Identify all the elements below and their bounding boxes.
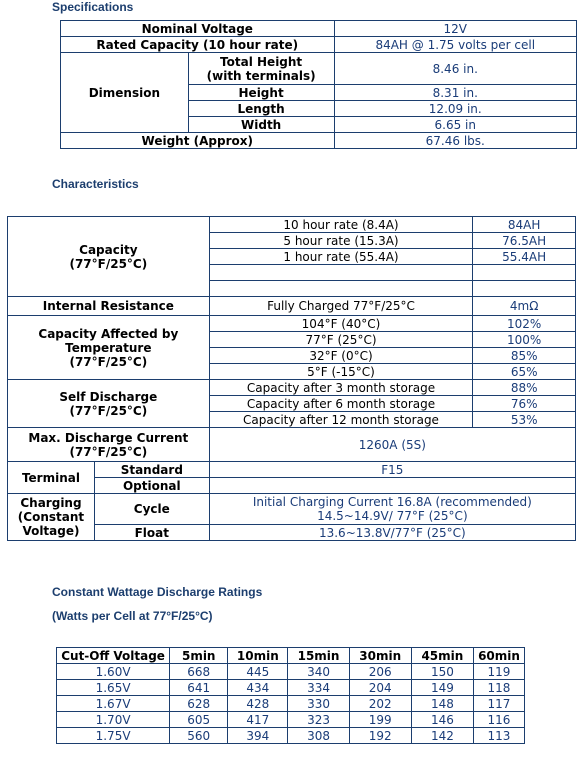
rated-capacity-label: Rated Capacity (10 hour rate) [61, 37, 335, 53]
temperature-label [8, 316, 210, 380]
width-value: 6.65 in [334, 117, 576, 133]
table-cell: 428 [228, 696, 288, 712]
table-cell: 308 [288, 728, 349, 744]
table-cell: 117 [473, 696, 524, 712]
weight-value: 67.46 lbs. [334, 133, 576, 149]
charging-float-label: Float [94, 525, 209, 541]
max-discharge-value: 1260A (5S) [209, 428, 575, 462]
table-cell: 394 [228, 728, 288, 744]
nominal-voltage-label: Nominal Voltage [61, 21, 335, 37]
total-height-label [188, 53, 334, 85]
table-row [57, 664, 525, 680]
column-header: 15min [288, 648, 349, 664]
empty-cell [473, 265, 576, 281]
charging-label [8, 494, 95, 541]
capacity-condition: 1 hour rate (55.4A) [209, 249, 473, 265]
table-row [57, 680, 525, 696]
table-cell: 417 [228, 712, 288, 728]
table-row [61, 53, 577, 85]
table-cell: 560 [170, 728, 228, 744]
wattage-heading: Constant Wattage Discharge Ratings [52, 585, 263, 599]
table-cell: 202 [349, 696, 411, 712]
table-row [8, 428, 576, 462]
charging-label-line3: Voltage) [22, 524, 80, 538]
column-header: 5min [170, 648, 228, 664]
capacity-label [8, 217, 210, 297]
dimension-label: Dimension [61, 53, 189, 133]
table-cell: 206 [349, 664, 411, 680]
table-cell: 113 [473, 728, 524, 744]
table-cell: 668 [170, 664, 228, 680]
table-cell: 116 [473, 712, 524, 728]
nominal-voltage-value: 12V [334, 21, 576, 37]
column-header: Cut-Off Voltage [57, 648, 170, 664]
characteristics-table [7, 216, 576, 541]
charging-label-line2: (Constant [17, 510, 85, 524]
table-cell: 628 [170, 696, 228, 712]
table-row [61, 21, 577, 37]
self-discharge-label-line2: (77°F/25°C) [69, 403, 148, 418]
capacity-label-line2: (77°F/25°C) [69, 256, 148, 271]
temperature-value: 65% [473, 364, 576, 380]
terminal-optional-label: Optional [94, 478, 209, 494]
table-cell: 142 [411, 728, 473, 744]
self-discharge-condition: Capacity after 3 month storage [209, 380, 473, 396]
total-height-label-line2: (with terminals) [206, 68, 316, 83]
table-row [8, 380, 576, 396]
self-discharge-condition: Capacity after 6 month storage [209, 396, 473, 412]
terminal-optional-value [209, 478, 575, 494]
weight-label: Weight (Approx) [61, 133, 335, 149]
table-cell: 330 [288, 696, 349, 712]
width-label: Width [188, 117, 334, 133]
terminal-standard-label: Standard [94, 462, 209, 478]
max-discharge-label-line2: (77°F/25°C) [69, 444, 148, 459]
table-cell: 1.60V [57, 664, 170, 680]
internal-resistance-label: Internal Resistance [8, 297, 210, 316]
table-header-row [57, 648, 525, 664]
table-cell: 445 [228, 664, 288, 680]
height-value: 8.31 in. [334, 85, 576, 101]
table-row [61, 133, 577, 149]
self-discharge-label-line1: Self Discharge [59, 389, 158, 404]
self-discharge-condition: Capacity after 12 month storage [209, 412, 473, 428]
specifications-heading: Specifications [52, 0, 134, 14]
total-height-label-line1: Total Height [220, 54, 303, 69]
table-row [8, 462, 576, 478]
temperature-label-line2: Temperature [65, 340, 152, 355]
table-cell: 434 [228, 680, 288, 696]
column-header: 30min [349, 648, 411, 664]
table-cell: 1.67V [57, 696, 170, 712]
table-cell: 1.75V [57, 728, 170, 744]
terminal-label: Terminal [8, 462, 95, 494]
max-discharge-label [8, 428, 210, 462]
specifications-table [60, 20, 577, 149]
total-height-value: 8.46 in. [334, 53, 576, 85]
characteristics-heading: Characteristics [52, 177, 139, 191]
table-row [57, 696, 525, 712]
length-value: 12.09 in. [334, 101, 576, 117]
charging-float-value: 13.6~13.8V/77°F (25°C) [209, 525, 575, 541]
temperature-condition: 32°F (0°C) [209, 348, 473, 364]
wattage-table [56, 647, 525, 744]
internal-resistance-value: 4mΩ [473, 297, 576, 316]
table-cell: 1.70V [57, 712, 170, 728]
capacity-condition: 5 hour rate (15.3A) [209, 233, 473, 249]
temperature-condition: 104°F (40°C) [209, 316, 473, 332]
temperature-condition: 77°F (25°C) [209, 332, 473, 348]
charging-label-line1: Charging [20, 496, 82, 510]
table-row [57, 728, 525, 744]
temperature-label-line1: Capacity Affected by [38, 326, 179, 341]
table-cell: 340 [288, 664, 349, 680]
table-cell: 118 [473, 680, 524, 696]
table-cell: 605 [170, 712, 228, 728]
table-row [8, 217, 576, 233]
table-cell: 1.65V [57, 680, 170, 696]
table-cell: 150 [411, 664, 473, 680]
temperature-condition: 5°F (-15°C) [209, 364, 473, 380]
temperature-value: 102% [473, 316, 576, 332]
capacity-condition: 10 hour rate (8.4A) [209, 217, 473, 233]
table-row [8, 494, 576, 525]
charging-cycle-value [209, 494, 575, 525]
empty-cell [473, 281, 576, 297]
temperature-label-line3: (77°F/25°C) [69, 354, 148, 369]
capacity-value: 55.4AH [473, 249, 576, 265]
length-label: Length [188, 101, 334, 117]
table-cell: 199 [349, 712, 411, 728]
temperature-value: 85% [473, 348, 576, 364]
self-discharge-value: 88% [473, 380, 576, 396]
empty-cell [209, 265, 473, 281]
table-row [57, 712, 525, 728]
table-cell: 148 [411, 696, 473, 712]
empty-cell [209, 281, 473, 297]
capacity-value: 76.5AH [473, 233, 576, 249]
table-row [61, 37, 577, 53]
internal-resistance-condition: Fully Charged 77°F/25°C [209, 297, 473, 316]
max-discharge-label-line1: Max. Discharge Current [28, 430, 189, 445]
capacity-label-line1: Capacity [79, 242, 138, 257]
table-cell: 334 [288, 680, 349, 696]
wattage-subheading: (Watts per Cell at 77°F/25°C) [52, 609, 213, 623]
charging-cycle-label: Cycle [94, 494, 209, 525]
column-header: 60min [473, 648, 524, 664]
column-header: 10min [228, 648, 288, 664]
self-discharge-value: 76% [473, 396, 576, 412]
table-cell: 192 [349, 728, 411, 744]
rated-capacity-value: 84AH @ 1.75 volts per cell [334, 37, 576, 53]
table-cell: 119 [473, 664, 524, 680]
charging-cycle-value-line1: Initial Charging Current 16.8A (recommended) [252, 495, 532, 509]
table-row [8, 316, 576, 332]
self-discharge-label [8, 380, 210, 428]
table-cell: 149 [411, 680, 473, 696]
temperature-value: 100% [473, 332, 576, 348]
table-cell: 641 [170, 680, 228, 696]
table-row [8, 297, 576, 316]
table-cell: 146 [411, 712, 473, 728]
terminal-standard-value: F15 [209, 462, 575, 478]
table-cell: 323 [288, 712, 349, 728]
column-header: 45min [411, 648, 473, 664]
self-discharge-value: 53% [473, 412, 576, 428]
charging-cycle-value-line2: 14.5~14.9V/ 77°F (25°C) [317, 509, 468, 523]
capacity-value: 84AH [473, 217, 576, 233]
table-cell: 204 [349, 680, 411, 696]
height-label: Height [188, 85, 334, 101]
